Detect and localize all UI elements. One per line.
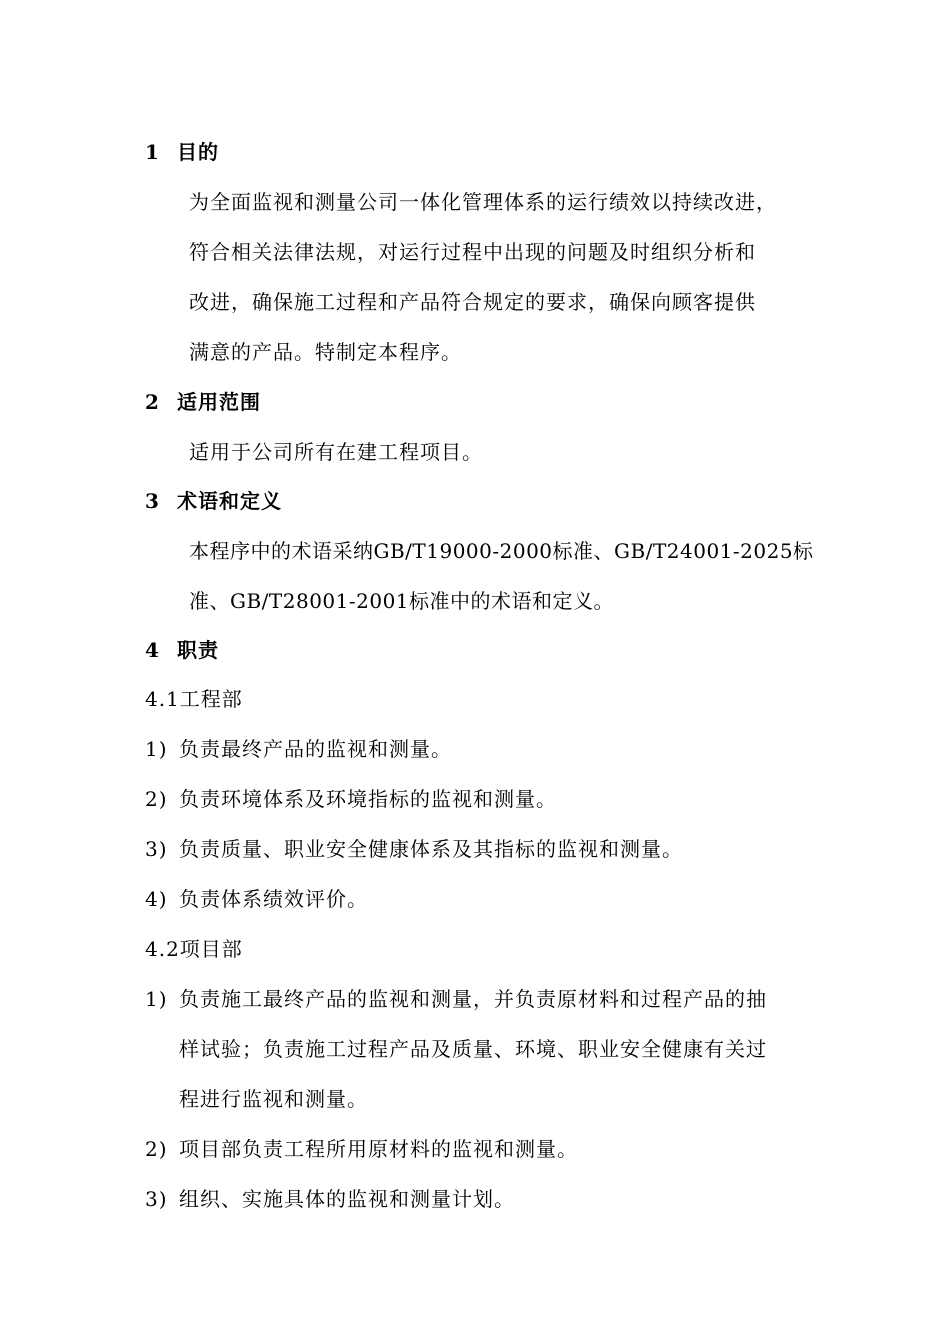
list-item xyxy=(145,737,452,761)
subsection-title-project: 4.2项目部 xyxy=(145,937,243,961)
list-item-text: 负责施工最终产品的监视和测量，并负责原材料和过程产品的抽 xyxy=(179,987,767,1011)
paragraph-line: 为全面监视和测量公司一体化管理体系的运行绩效以持续改进， xyxy=(189,190,777,214)
list-item-text: 项目部负责工程所用原材料的监视和测量。 xyxy=(179,1137,578,1161)
list-item-text: 负责质量、职业安全健康体系及其指标的监视和测量。 xyxy=(179,837,683,861)
paragraph-line: 适用于公司所有在建工程项目。 xyxy=(189,440,483,464)
list-item xyxy=(145,1137,578,1161)
paragraph-line: 准、GB/T28001-2001标准中的术语和定义。 xyxy=(189,589,615,613)
list-item-text: 负责最终产品的监视和测量。 xyxy=(179,737,452,761)
list-item xyxy=(145,837,683,861)
section-title: 适用范围 xyxy=(177,390,261,414)
section-heading-terms xyxy=(145,489,282,513)
list-item xyxy=(145,787,557,811)
list-item-text: 负责环境体系及环境指标的监视和测量。 xyxy=(179,787,557,811)
section-number: 1 xyxy=(145,140,160,164)
section-heading-responsibilities xyxy=(145,638,219,662)
list-item-number: 2) xyxy=(145,787,168,811)
list-item-number: 3) xyxy=(145,837,168,861)
list-item-continuation: 程进行监视和测量。 xyxy=(179,1087,368,1111)
list-item-number: 1) xyxy=(145,737,168,761)
list-item xyxy=(145,887,368,911)
list-item-number: 4) xyxy=(145,887,168,911)
list-item xyxy=(145,987,767,1011)
paragraph-line: 符合相关法律法规，对运行过程中出现的问题及时组织分析和 xyxy=(189,240,756,264)
paragraph-line: 改进，确保施工过程和产品符合规定的要求，确保向顾客提供 xyxy=(189,290,756,314)
section-title: 术语和定义 xyxy=(177,489,282,513)
paragraph-line: 本程序中的术语采纳GB/T19000-2000标准、GB/T24001-2025标 xyxy=(189,539,814,563)
section-title: 职责 xyxy=(177,638,219,662)
section-heading-scope xyxy=(145,390,261,414)
subsection-title-engineering: 4.1工程部 xyxy=(145,687,243,711)
list-item-continuation: 样试验；负责施工过程产品及质量、环境、职业安全健康有关过 xyxy=(179,1037,767,1061)
paragraph-line: 满意的产品。特制定本程序。 xyxy=(189,340,462,364)
section-heading-purpose xyxy=(145,140,219,164)
list-item-text: 负责体系绩效评价。 xyxy=(179,887,368,911)
section-number: 3 xyxy=(145,489,160,513)
list-item-number: 2) xyxy=(145,1137,168,1161)
section-title: 目的 xyxy=(177,140,219,164)
section-number: 4 xyxy=(145,638,160,662)
list-item-number: 1) xyxy=(145,987,168,1011)
list-item-number: 3) xyxy=(145,1187,168,1211)
list-item-text: 组织、实施具体的监视和测量计划。 xyxy=(179,1187,515,1211)
section-number: 2 xyxy=(145,390,160,414)
list-item xyxy=(145,1187,515,1211)
